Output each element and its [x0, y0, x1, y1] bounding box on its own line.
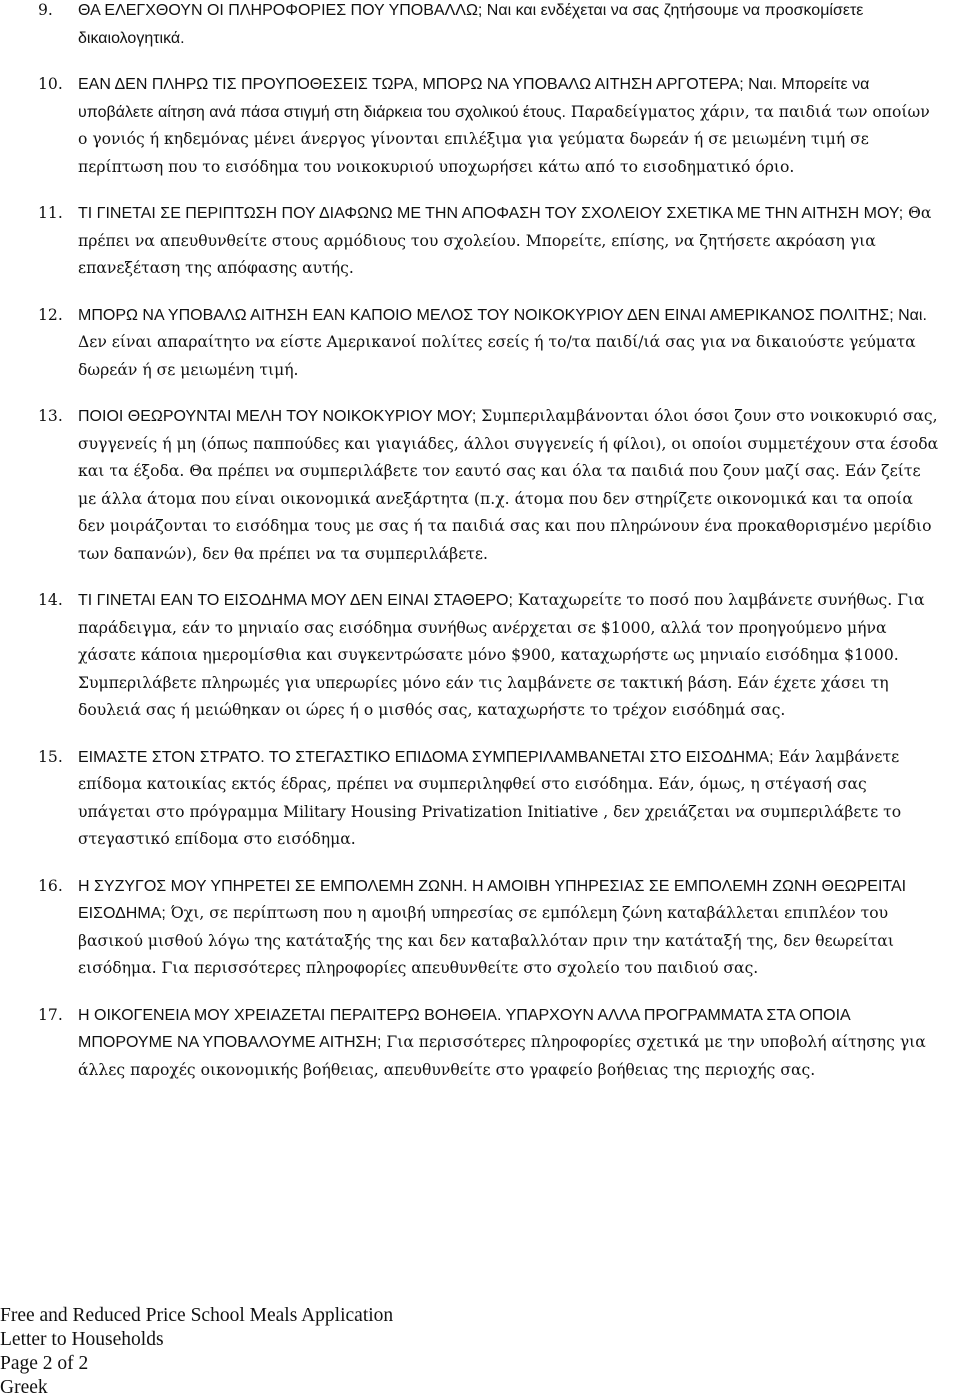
- faq-item-13: [0, 403, 960, 568]
- footer-page-number: Page 2 of 2: [0, 1353, 89, 1374]
- faq-item-9: [0, 0, 960, 52]
- item-question: ΘΑ ΕΛΕΓΧΘΟΥΝ ΟΙ ΠΛΗΡΟΦΟΡΙΕΣ ΠΟΥ ΥΠΟΒΑΛΛΩ; Ναι και ενδέχεται να σας ζητήσουμε να προσκομίσετε δικαιολογητικά.: [78, 2, 864, 47]
- faq-item-14: [0, 587, 960, 725]
- item-number: 15.: [38, 747, 63, 766]
- item-question: Η ΣΥΖΥΓΟΣ ΜΟΥ ΥΠΗΡΕΤΕΙ ΣΕ ΕΜΠΟΛΕΜΗ ΖΩΝΗ. Η ΑΜΟΙΒΗ ΥΠΗΡΕΣΙΑΣ ΣΕ ΕΜΠΟΛΕΜΗ ΖΩΝΗ ΘΕΩΡΕΙΤΑΙ ΕΙΣΟΔΗΜΑ;: [78, 877, 907, 922]
- item-question: ΕΙΜΑΣΤΕ ΣΤΟΝ ΣΤΡΑΤΟ. ΤΟ ΣΤΕΓΑΣΤΙΚΟ ΕΠΙΔΟΜΑ ΣΥΜΠΕΡΙΛΑΜΒΑΝΕΤΑΙ ΣΤΟ ΕΙΣΟΔΗΜΑ;: [78, 748, 774, 766]
- item-question: ΤΙ ΓΙΝΕΤΑΙ ΣΕ ΠΕΡΙΠΤΩΣΗ ΠΟΥ ΔΙΑΦΩΝΩ ΜΕ ΤΗΝ ΑΠΟΦΑΣΗ ΤΟΥ ΣΧΟΛΕΙΟΥ ΣΧΕΤΙΚΑ ΜΕ ΤΗΝ ΑΙΤΗΣΗ ΜΟΥ;: [78, 205, 904, 222]
- item-answer: Εάν λαμβάνετε επίδομα κατοικίας εκτός έδρας, πρέπει να συμπεριληφθεί στο εισόδημα. Εάν, όμως, η στέγασή σας υπάγεται στο πρόγραμμα Military Housing Privatization Initiative , δεν χρειάζεται να συμπεριλάβετε το στεγαστικό επίδομα στο εισόδημα.: [78, 747, 902, 848]
- item-number: 9.: [38, 1, 53, 19]
- item-answer: Θα πρέπει να απευθυνθείτε στους αρμόδιους του σχολείου. Μπορείτε, επίσης, να ζητήσετε ακρόαση για επανεξέταση της απόφασης αυτής.: [78, 204, 932, 277]
- item-answer: Δεν είναι απαραίτητο να είστε Αμερικανοί πολίτες εσείς ή το/τα παιδί/ιά σας για να δικαιούστε γεύματα δωρεάν ή σε μειωμένη τιμή.: [78, 333, 916, 379]
- footer-language: Greek: [0, 1377, 48, 1398]
- footer-form-title: Free and Reduced Price School Meals Application: [0, 1305, 394, 1326]
- faq-item-11: [0, 200, 960, 283]
- faq-item-12: [0, 302, 960, 385]
- page-footer: [0, 1304, 393, 1400]
- footer-letter-title: Letter to Households: [0, 1329, 164, 1350]
- item-answer: Καταχωρείτε το ποσό που λαμβάνετε συνήθως. Για παράδειγμα, εάν το μηνιαίο σας εισόδημα συνήθως ανέρχεται σε $1000, αλλά τον προηγούμενο μήνα χάσατε κάποια ημερομίσθια και συγκεντρώσατε μόνο $900, καταχωρήστε ως μηνιαίο εισόδημα $1000. Συμπεριλάβετε πληρωμές για υπερωρίες μόνο εάν τις λαμβάνετε σε τακτική βάση. Εάν έχετε χάσει τη δουλειά σας ή μειώθηκαν οι ώρες ή ο μισθός σας, καταχωρήστε το τρέχον εισόδημά σας.: [78, 591, 925, 719]
- faq-item-16: [0, 873, 960, 983]
- item-answer: Παραδείγματος χάριν, τα παιδιά των οποίων ο γονιός ή κηδεμόνας μένει άνεργος γίνονται επιλέξιμα για γεύματα δωρεάν ή σε μειωμένη τιμή σε περίπτωση που το εισόδημα του νοικοκυριού υποχωρήσει κάτω από το εισοδηματικό όριο.: [78, 102, 930, 176]
- item-question: Η ΟΙΚΟΓΕΝΕΙΑ ΜΟΥ ΧΡΕΙΑΖΕΤΑΙ ΠΕΡΑΙΤΕΡΩ ΒΟΗΘΕΙΑ. ΥΠΑΡΧΟΥΝ ΑΛΛΑ ΠΡΟΓΡΑΜΜΑΤΑ ΣΤΑ ΟΠΟΙΑ ΜΠΟΡΟΥΜΕ ΝΑ ΥΠΟΒΑΛΟΥΜΕ ΑΙΤΗΣΗ;: [78, 1006, 850, 1051]
- item-number: 16.: [38, 876, 63, 895]
- item-question: ΕΑΝ ΔΕΝ ΠΛΗΡΩ ΤΙΣ ΠΡΟΥΠΟΘΕΣΕΙΣ ΤΩΡΑ, ΜΠΟΡΩ ΝΑ ΥΠΟΒΑΛΩ ΑΙΤΗΣΗ ΑΡΓΟΤΕΡΑ; Ναι. Μπορείτε να υποβάλετε αίτηση ανά πάσα στιγμή στη διάρκεια του σχολικού έτους.: [78, 76, 870, 121]
- item-answer: Συμπεριλαμβάνονται όλοι όσοι ζουν στο νοικοκυριό σας, συγγενείς ή μη (όπως παππούδες και γιαγιάδες, άλλοι συγγενείς ή φίλοι), οι οποίοι συμμετέχουν στα έσοδα και τα έξοδα. Θα πρέπει να συμπεριλάβετε τον εαυτό σας και όλα τα παιδιά που ζουν μαζί σας. Εάν ζείτε με άλλα άτομα που είναι οικονομικά ανεξάρτητα (π.χ. άτομα που δεν στηρίζετε οικονομικά και τα οποία δεν μοιράζονται το εισόδημα τους με σας ή τα παιδιά σας και που πληρώνουν ένα προκαθορισμένο μερίδιο των δαπανών), δεν θα πρέπει να τα συμπεριλάβετε.: [78, 407, 939, 563]
- item-number: 12.: [38, 305, 63, 324]
- faq-item-15: [0, 744, 960, 854]
- item-question: ΠΟΙΟΙ ΘΕΩΡΟΥΝΤΑΙ ΜΕΛΗ ΤΟΥ ΝΟΙΚΟΚΥΡΙΟΥ ΜΟΥ;: [78, 408, 477, 425]
- item-number: 10.: [38, 75, 63, 93]
- item-question: ΤΙ ΓΙΝΕΤΑΙ ΕΑΝ ΤΟ ΕΙΣΟΔΗΜΑ ΜΟΥ ΔΕΝ ΕΙΝΑΙ ΣΤΑΘΕΡΟ;: [78, 592, 513, 609]
- faq-item-10: [0, 71, 960, 181]
- item-number: 13.: [38, 407, 63, 425]
- item-question: ΜΠΟΡΩ ΝΑ ΥΠΟΒΑΛΩ ΑΙΤΗΣΗ ΕΑΝ ΚΑΠΟΙΟ ΜΕΛΟΣ ΤΟΥ ΝΟΙΚΟΚΥΡΙΟΥ ΔΕΝ ΕΙΝΑΙ ΑΜΕΡΙΚΑΝΟΣ ΠΟΛΙΤΗΣ; Ναι.: [78, 306, 927, 324]
- item-number: 14.: [38, 591, 63, 609]
- item-number: 11.: [38, 204, 63, 222]
- item-number: 17.: [38, 1005, 63, 1024]
- item-answer: Όχι, σε περίπτωση που η αμοιβή υπηρεσίας σε εμπόλεμη ζώνη καταβάλλεται επιπλέον του βασικού μισθού λόγω της κατάταξής της και δεν καταβαλλόταν πριν την κατάταξή της, δεν θεωρείται εισόδημα. Για περισσότερες πληροφορίες απευθυνθείτε στο σχολείο του παιδιού σας.: [78, 904, 894, 977]
- faq-item-17: [0, 1002, 960, 1085]
- item-answer: Για περισσότερες πληροφορίες σχετικά με την υποβολή αίτησης για άλλες παροχές οικονομικής βοήθειας, απευθυνθείτε στο γραφείο βοήθειας της περιοχής σας.: [78, 1033, 926, 1079]
